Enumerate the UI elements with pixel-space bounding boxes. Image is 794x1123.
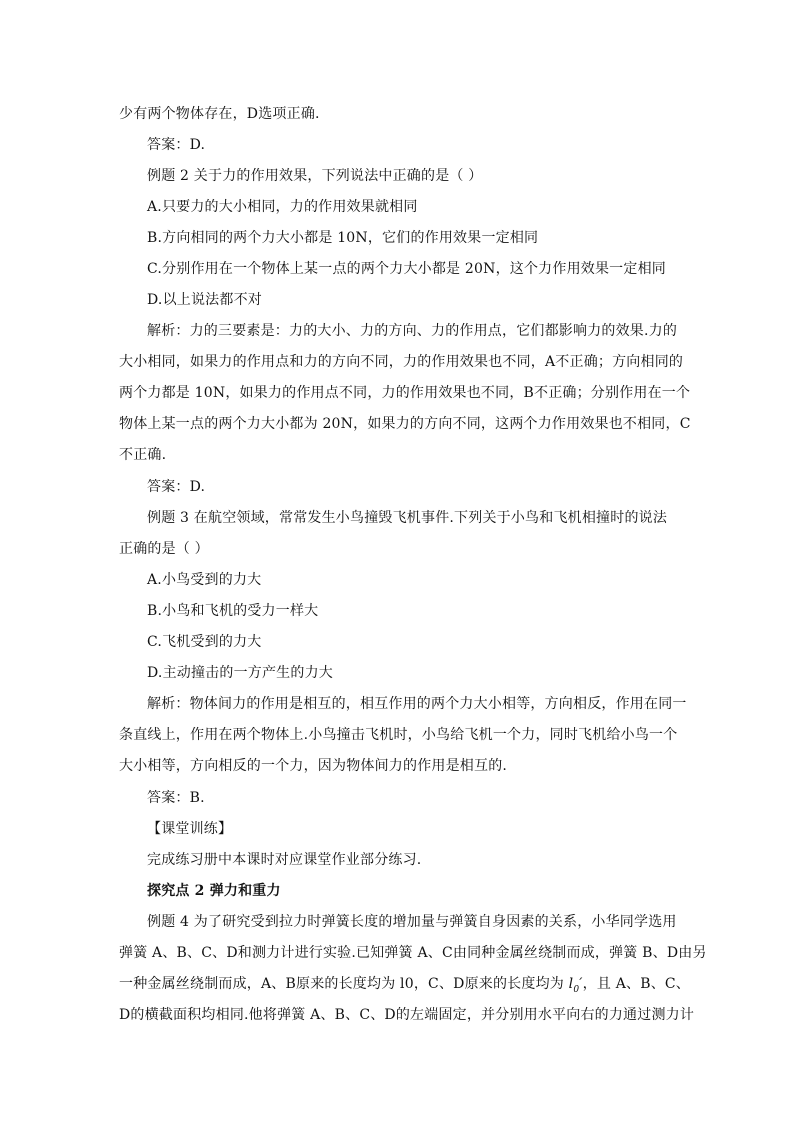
text-line: 物体上某一点的两个力大小都为 20N，如果力的方向不同，这两个力作用效果也不相同，C: [119, 416, 691, 432]
example-heading: 例题 2 关于力的作用效果，下列说法中正确的是（ ）: [147, 168, 483, 184]
text-segment: 一种金属丝绕制而成，A、B原来的长度均为 l0，C、D原来的长度均为: [119, 976, 564, 992]
text-line: 大小相同，如果力的作用点和力的方向不同，力的作用效果也不同，A不正确；方向相同的: [119, 354, 684, 370]
text-line: 完成练习册中本课时对应课堂作业部分练习.: [147, 852, 422, 868]
option-c: C.分别作用在一个物体上某一点的两个力大小都是 20N，这个力作用效果一定相同: [147, 261, 666, 277]
option-d: D.主动撞击的一方产生的力大: [147, 665, 333, 681]
option-b: B.方向相同的两个力大小都是 10N，它们的作用效果一定相同: [147, 230, 539, 246]
text-line: 弹簧 A、B、C、D和测力计进行实验.已知弹簧 A、C由同种金属丝绕制而成，弹簧 B、D由另: [119, 945, 707, 961]
text-line: 少有两个物体存在，D选项正确.: [119, 106, 320, 122]
subsection-heading: 探究点 2 弹力和重力: [147, 883, 281, 899]
answer-line: 答案：D.: [147, 137, 206, 153]
option-a: A.小鸟受到的力大: [147, 572, 262, 588]
option-b: B.小鸟和飞机的受力一样大: [147, 603, 319, 619]
example-heading: 例题 3 在航空领域，常常发生小鸟撞毁飞机事件.下列关于小鸟和飞机相撞时的说法: [147, 510, 668, 526]
length-symbol: [568, 976, 583, 995]
text-line: 不正确.: [119, 447, 167, 463]
text-line-with-symbol: [119, 974, 690, 1000]
text-line: 正确的是（ ）: [119, 541, 209, 557]
answer-line: 答案：B.: [147, 790, 205, 806]
text-line: 两个力都是 10N，如果力的作用点不同，力的作用效果也不同，B不正确；分别作用在一个: [119, 385, 691, 401]
section-heading: 【课堂训练】: [147, 821, 233, 837]
text-segment: ，且 A、B、C、: [582, 976, 691, 992]
example-heading: 例题 4 为了研究受到拉力时弹簧长度的增加量与弹簧自身因素的关系，小华同学选用: [147, 914, 677, 930]
symbol-prime: ′: [579, 976, 583, 992]
option-c: C.飞机受到的力大: [147, 634, 262, 650]
answer-line: 答案：D.: [147, 479, 206, 495]
analysis-line: 解析：物体间力的作用是相互的，相互作用的两个力大小相等，方向相反，作用在同一: [147, 696, 687, 712]
text-line: D的横截面积均相同.他将弹簧 A、B、C、D的左端固定，并分别用水平向右的力通过测力计: [119, 1007, 695, 1023]
symbol-subscript: 0: [573, 984, 580, 995]
analysis-line: 解析：力的三要素是：力的大小、力的方向、力的作用点，它们都影响力的效果.力的: [147, 323, 678, 339]
option-a: A.只要力的大小相同，力的作用效果就相同: [147, 199, 418, 215]
symbol-letter: l: [568, 976, 574, 992]
text-line: 大小相等，方向相反的一个力，因为物体间力的作用是相互的.: [119, 758, 508, 774]
text-line: 条直线上，作用在两个物体上.小鸟撞击飞机时，小鸟给飞机一个力，同时飞机给小鸟一个: [119, 727, 678, 743]
option-d: D.以上说法都不对: [147, 292, 262, 308]
